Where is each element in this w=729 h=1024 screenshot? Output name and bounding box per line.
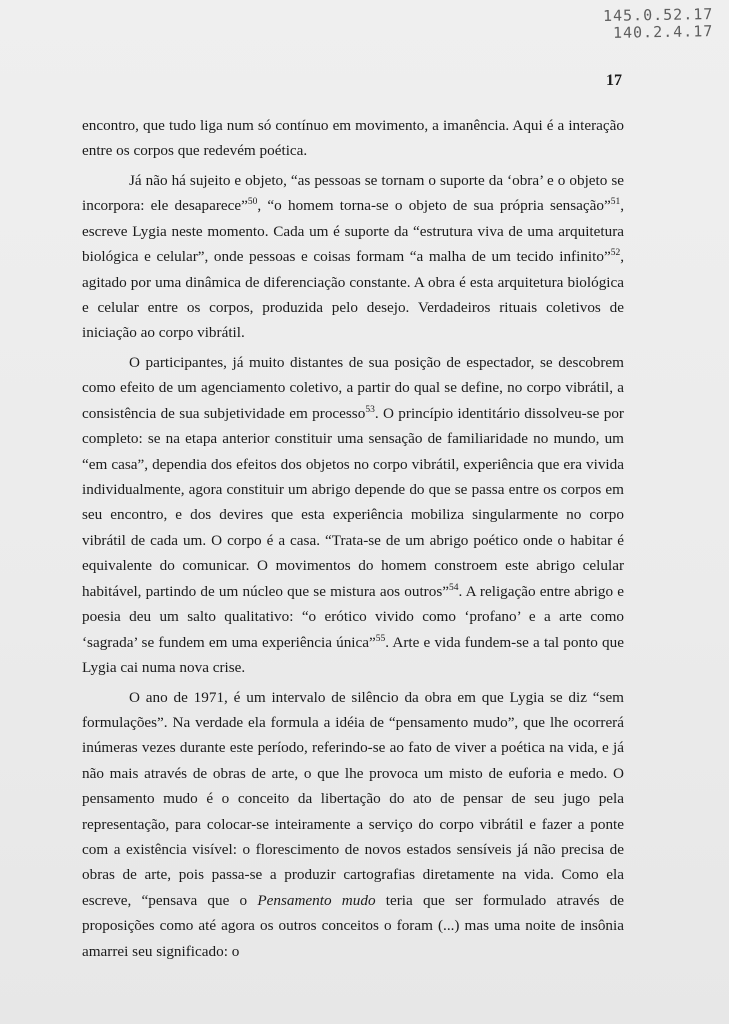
page-number: 17 [606, 72, 622, 89]
text-segment: , escreve Lygia neste momento. Cada um é suporte da “estrutura viva de uma arquitetura biológica e celular”, onde pessoas e coisas formam “a malha de um tecido infinito” [82, 197, 624, 266]
paragraph [82, 113, 624, 164]
footnote-reference: 53 [365, 404, 375, 415]
handwritten-note: 140.2.4.17 [612, 22, 714, 42]
text-segment: encontro, que tudo liga num só contínuo em movimento, a imanência. Aqui é a interação entre os corpos que redevém poética. [82, 117, 624, 160]
footnote-reference: 52 [610, 248, 621, 259]
paragraph [82, 685, 624, 964]
handwritten-note: 145.0.52.17 [602, 5, 714, 25]
footnote-reference: 54 [448, 582, 459, 593]
footnote-reference: 55 [375, 633, 386, 644]
footnote-reference: 50 [247, 197, 258, 208]
footnote-reference: 51 [610, 197, 621, 208]
text-segment: . Arte e vida fundem-se a tal ponto que Lygia cai numa nova crise. [82, 633, 624, 676]
text-segment: . O princípio identitário dissolveu-se por completo: se na etapa anterior constituir uma sensação de familiaridade no mundo, um “em casa”, dependia dos efeitos dos objetos no corpo vibrátil, experiência que era vivida individualmente, agora constituir um abrigo depende do que se passa entre os corpos em seu encontro, e dos devires que esta experiência mobiliza singularmente no corpo vibrátil de cada um. O corpo é a casa. “Trata-se de um abrigo poético onde o habitar é equivalente do comunicar. O movimentos do homem constroem este abrigo celular habitável, partindo de um núcleo que se mistura aos outros” [82, 404, 624, 600]
text-segment: teria que ser formulado através de proposições como até agora os outros conceitos o foram (...) mas uma noite de insônia amarrei seu significado: o [82, 891, 625, 960]
paragraph [82, 168, 624, 346]
text-segment: O participantes, já muito distantes de sua posição de espectador, se descobrem como efeito de um agenciamento coletivo, a partir do qual se define, no corpo vibrátil, a consistência de sua subjetividade em processo [82, 354, 624, 422]
text-segment: . A religação entre abrigo e poesia deu um salto qualitativo: “o erótico vivido como ‘profano’ e a arte como ‘sagrada’ se fundem em uma experiência única” [82, 582, 624, 651]
text-segment: , “o homem torna-se o objeto de sua própria sensação” [257, 197, 611, 215]
text-segment: O ano de 1971, é um intervalo de silêncio da obra em que Lygia se diz “sem formulações”. Na verdade ela formula a idéia de “pensamento mudo”, que lhe ocorrerá inúmeras vezes durante este período, referindo-se ao fato de viver a poética na vida, e já não mais através de obras de arte, o que lhe provoca um misto de euforia e medo. O pensamento mudo é o conceito da libertação do ato de pensar de seu jugo pela representação, para colocar-se inteiramente a serviço do corpo vibrátil e fazer a ponte com a existência visível: o florescimento de novos estados sensíveis já não precisa de obras de arte, pois passa-se a produzir cartografias diretamente na vida. Como ela escreve, “pensava que o [82, 688, 624, 909]
text-segment: Já não há sujeito e objeto, “as pessoas se tornam o suporte da ‘obra’ e o objeto se incorpora: ele desaparece” [82, 172, 624, 215]
italic-text: Pensamento mudo [257, 891, 376, 909]
paragraph [82, 350, 624, 680]
body-text [82, 113, 624, 968]
text-segment: , agitado por uma dinâmica de diferenciação constante. A obra é esta arquitetura biológica e celular entre os corpos, produzida pelo desejo. Verdadeiros rituais coletivos de iniciação ao corpo vibrátil. [82, 248, 624, 342]
